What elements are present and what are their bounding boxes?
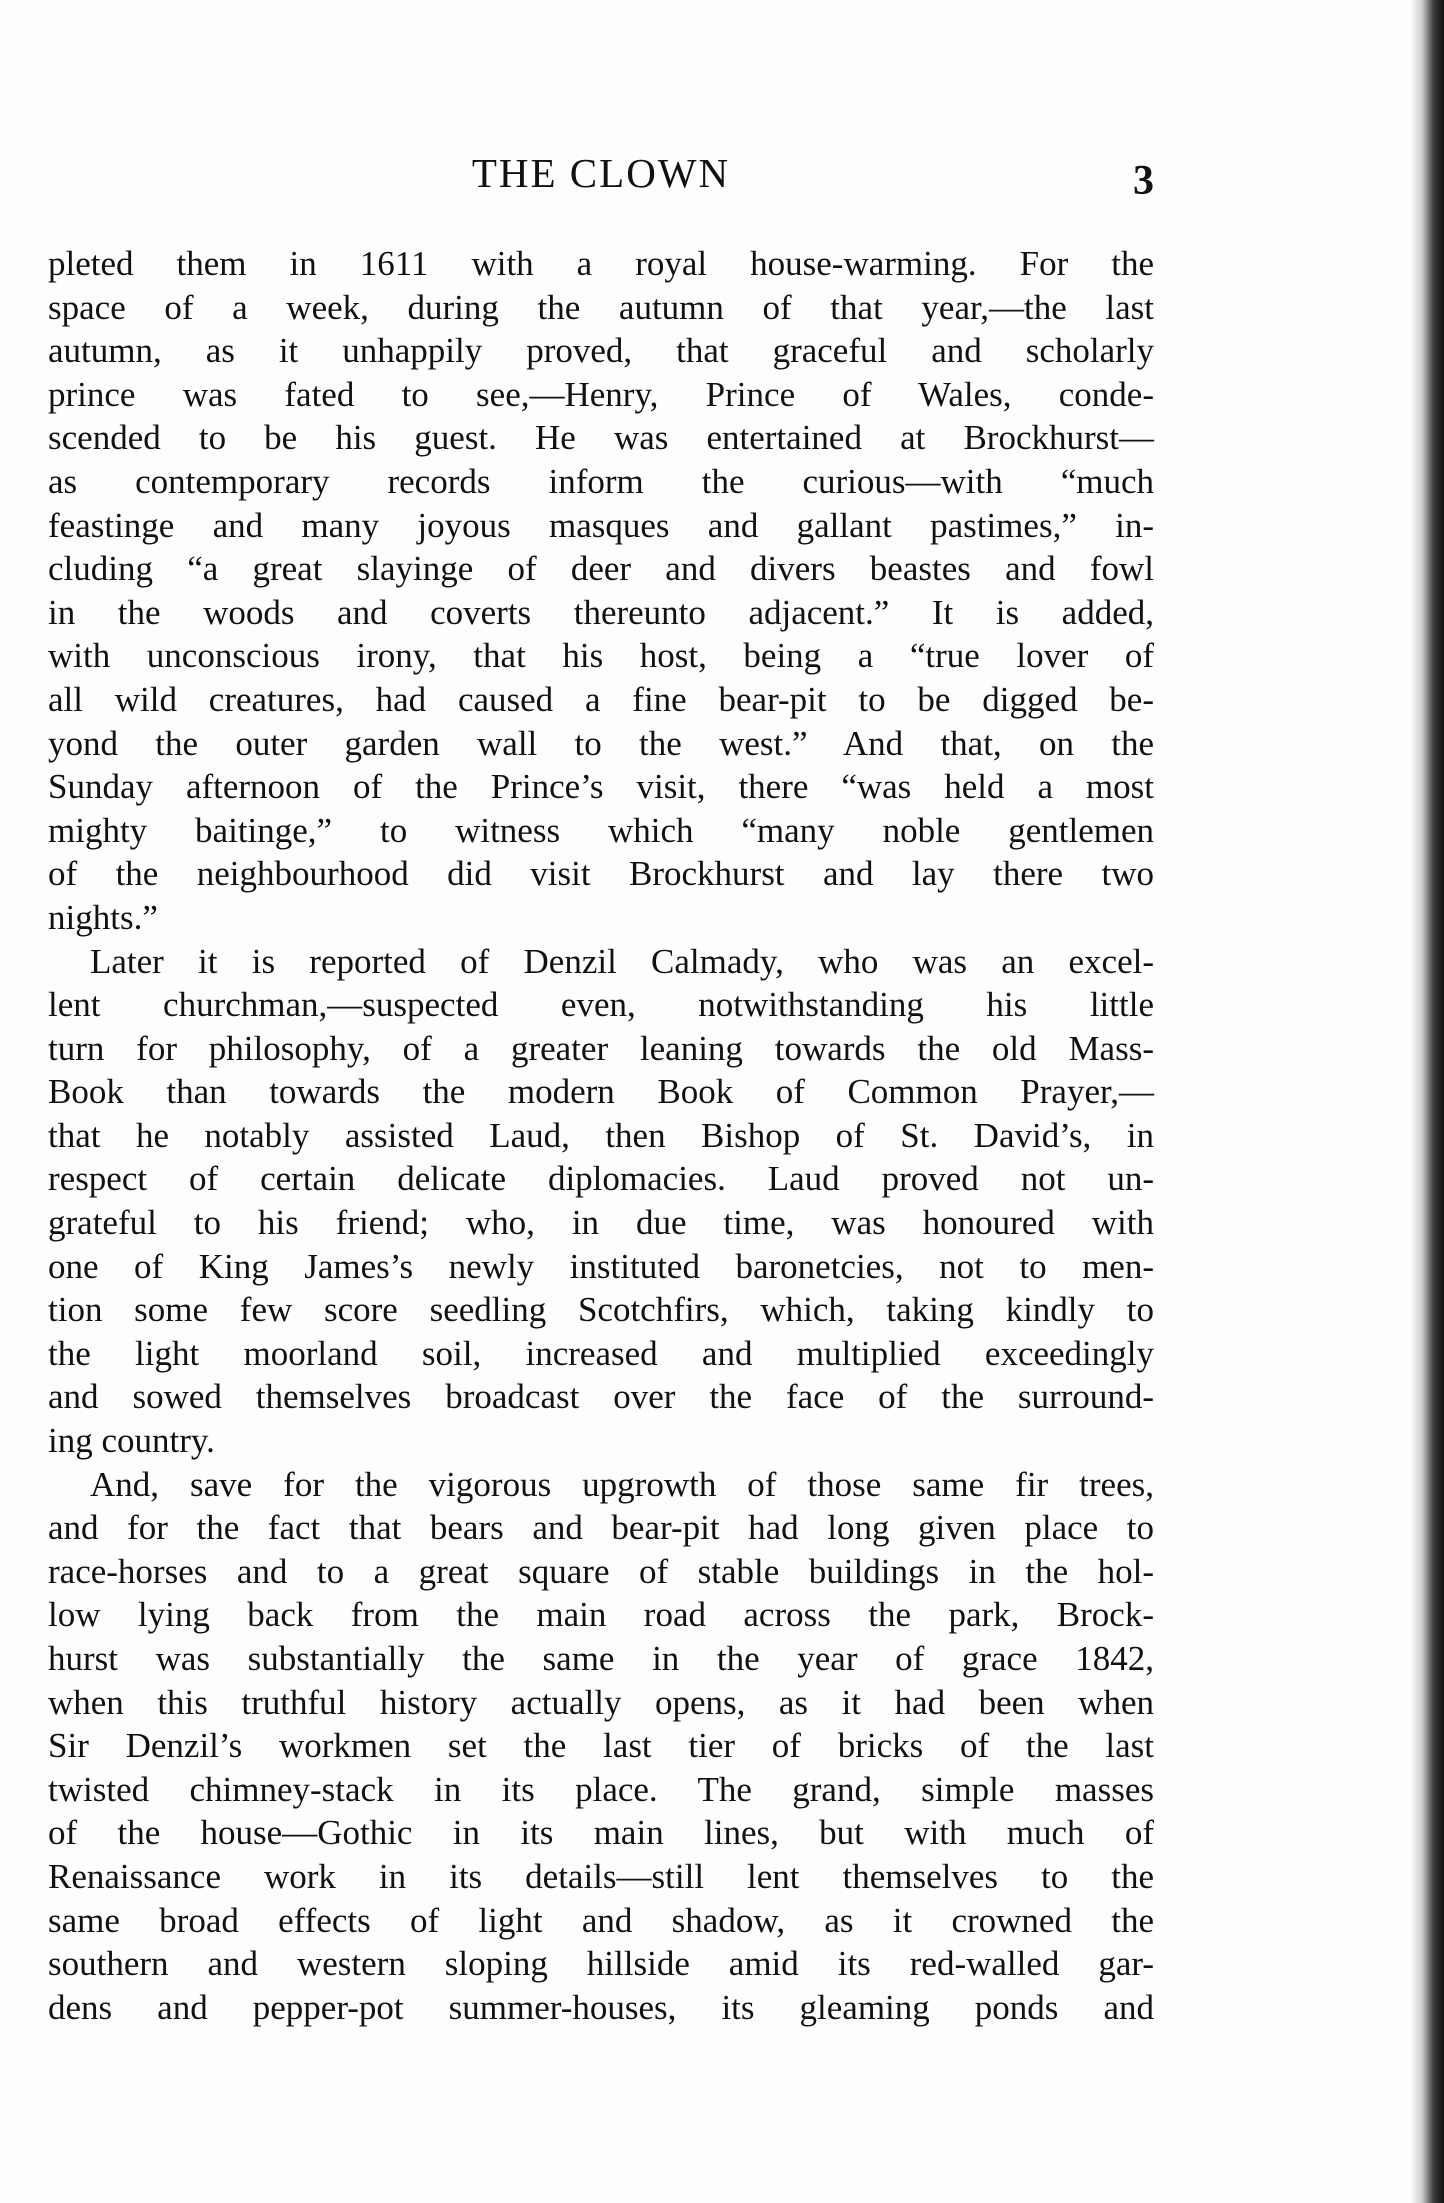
text-line: Renaissance work in its details—still lent themselves to the [48,1856,1154,1896]
text-line: Later it is reported of Denzil Calmady, who was an excel- [90,941,1154,981]
text-line: and for the fact that bears and bear-pit had long given place to [48,1508,1154,1548]
text-line: lent churchman,—suspected even, notwithstanding his little [48,985,1154,1025]
text-line: respect of certain delicate diplomacies. Laud proved not un- [48,1159,1154,1199]
running-head [48,148,1154,208]
text-line: in the woods and coverts thereunto adjacent.” It is added, [48,592,1154,632]
text-line: yond the outer garden wall to the west.” And that, on the [48,723,1154,763]
text-line: ing country. [48,1421,215,1461]
text-line: pleted them in 1611 with a royal house-warming. For the [48,244,1154,283]
text-line: with unconscious irony, that his host, being a “true lover of [48,636,1154,676]
text-line: Sir Denzil’s workmen set the last tier of bricks of the last [48,1726,1154,1766]
text-line: all wild creatures, had caused a fine bear-pit to be digged be- [48,679,1154,719]
text-line: same broad effects of light and shadow, as it crowned the [48,1900,1154,1940]
text-line: low lying back from the main road across the park, Brock- [48,1595,1154,1635]
text-line: space of a week, during the autumn of that year,—the last [48,287,1154,327]
text-line: nights.” [48,897,158,937]
text-line: that he notably assisted Laud, then Bishop of St. David’s, in [48,1115,1154,1155]
text-line: the light moorland soil, increased and multiplied exceedingly [48,1333,1154,1373]
text-line: race-horses and to a great square of stable buildings in the hol- [48,1551,1154,1591]
text-line: And, save for the vigorous upgrowth of those same fir trees, [90,1464,1154,1504]
text-line: Book than towards the modern Book of Common Prayer,— [48,1072,1154,1112]
text-line: of the house—Gothic in its main lines, but with much of [48,1813,1154,1853]
text-line: cluding “a great slayinge of deer and divers beastes and fowl [48,549,1154,589]
text-line: tion some few score seedling Scotchfirs, which, taking kindly to [48,1290,1154,1330]
text-line: mighty baitinge,” to witness which “many noble gentlemen [48,810,1154,850]
text-line: grateful to his friend; who, in due time, was honoured with [48,1203,1154,1243]
text-line: prince was fated to see,—Henry, Prince of Wales, conde- [48,374,1154,414]
text-line: twisted chimney-stack in its place. The grand, simple masses [48,1769,1154,1809]
text-line: southern and western sloping hillside amid its red-walled gar- [48,1944,1154,1984]
text-line: hurst was substantially the same in the year of grace 1842, [48,1639,1154,1678]
text-line: Sunday afternoon of the Prince’s visit, there “was held a most [48,767,1154,807]
text-line: one of King James’s newly instituted baronetcies, not to men- [48,1246,1154,1286]
text-line: as contemporary records inform the curious—with “much [48,461,1154,501]
body-text [48,242,1154,2029]
page-number: 3 [1133,158,1154,204]
text-line: dens and pepper-pot summer-houses, its gleaming ponds and [48,1987,1154,2027]
text-line: and sowed themselves broadcast over the face of the surround- [48,1377,1154,1417]
text-line: turn for philosophy, of a greater leaning towards the old Mass- [48,1028,1154,1068]
text-line: scended to be his guest. He was entertained at Brockhurst— [48,418,1154,458]
text-line: when this truthful history actually opens, as it had been when [48,1682,1154,1722]
text-line: autumn, as it unhappily proved, that graceful and scholarly [48,331,1154,371]
running-title: THE CLOWN [471,150,731,196]
text-line: feastinge and many joyous masques and gallant pastimes,” in- [48,505,1154,545]
page-binding-edge [1410,0,1444,2203]
text-line: of the neighbourhood did visit Brockhurst and lay there two [48,854,1154,894]
